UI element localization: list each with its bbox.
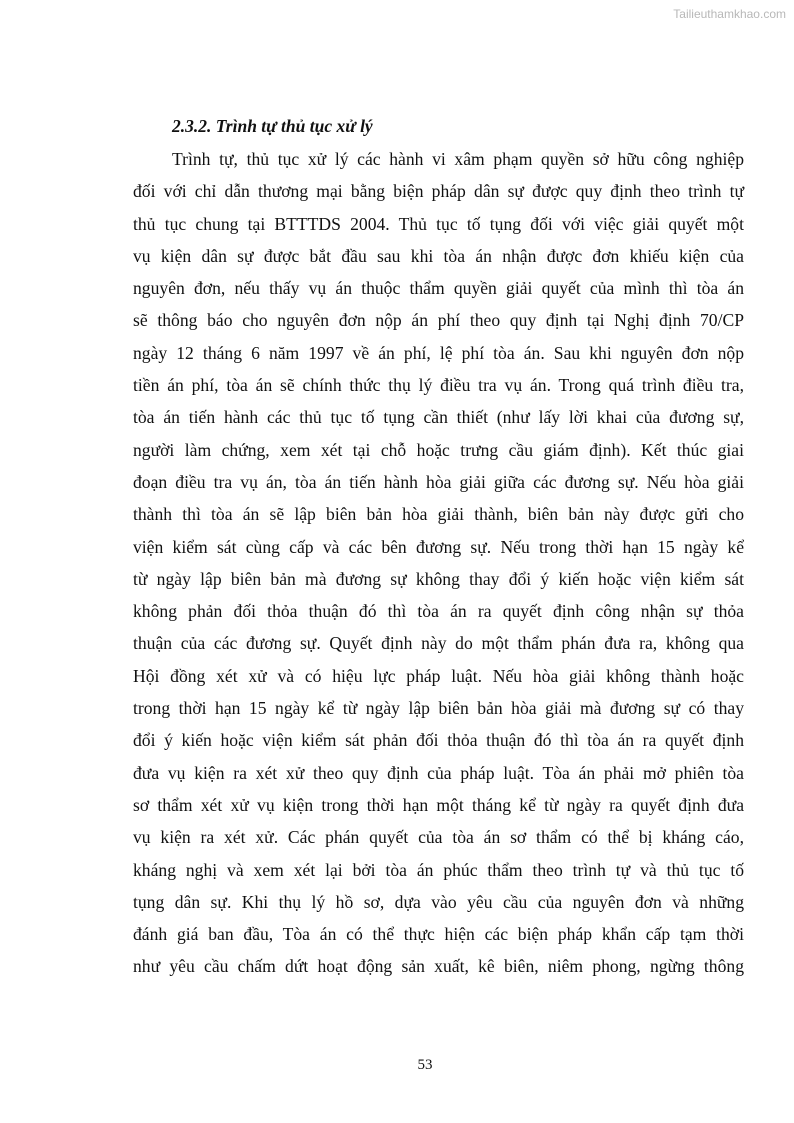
text-line: thành thì tòa án sẽ lập biên bản hòa giải thành, biên bản này được gửi cho (133, 504, 744, 525)
text-line: sẽ thông báo cho nguyên đơn nộp án phí theo quy định tại Nghị định 70/CP (133, 310, 744, 331)
text-line: người làm chứng, xem xét tại chỗ hoặc trưng cầu giám định). Kết thúc giai (133, 439, 744, 460)
text-line: không phản đối thỏa thuận đó thì tòa án ra quyết định công nhận sự thỏa (133, 601, 744, 622)
text-line: vụ kiện dân sự được bắt đầu sau khi tòa án nhận được đơn khiếu kiện của (133, 245, 744, 266)
body-paragraph (133, 146, 744, 986)
text-line: đổi ý kiến hoặc viện kiểm sát phản đối thỏa thuận đó thì tòa án ra quyết định (133, 730, 744, 751)
text-line: vụ kiện ra xét xử. Các phán quyết của tòa án sơ thẩm có thể bị kháng cáo, (133, 827, 744, 848)
text-line: ngày 12 tháng 6 năm 1997 về án phí, lệ phí tòa án. Sau khi nguyên đơn nộp (133, 342, 744, 363)
text-line: nguyên đơn, nếu thấy vụ án thuộc thẩm quyền giải quyết của mình thì tòa án (133, 278, 744, 299)
text-line: tụng dân sự. Khi thụ lý hồ sơ, dựa vào yêu cầu của nguyên đơn và những (133, 891, 744, 912)
text-line: sơ thẩm xét xử vụ kiện trong thời hạn một tháng kể từ ngày ra quyết định đưa (133, 794, 744, 815)
text-line: thủ tục chung tại BTTTDS 2004. Thủ tục tố tụng đối với việc giải quyết một (133, 213, 744, 234)
text-line: viện kiểm sát cùng cấp và các bên đương sự. Nếu trong thời hạn 15 ngày kể (133, 536, 744, 557)
text-line: đối với chỉ dẫn thương mại bằng biện pháp dân sự được quy định theo trình tự (133, 181, 744, 202)
text-line: tiền án phí, tòa án sẽ chính thức thụ lý điều tra vụ án. Trong quá trình điều tra, (133, 375, 744, 396)
text-line: tòa án tiến hành các thủ tục tố tụng cần thiết (như lấy lời khai của đương sự, (133, 407, 744, 428)
text-line: Hội đồng xét xử và có hiệu lực pháp luật. Nếu hòa giải không thành hoặc (133, 665, 744, 686)
watermark: Tailieuthamkhao.com (673, 7, 786, 21)
text-line: thuận của các đương sự. Quyết định này do một thẩm phán đưa ra, không qua (133, 633, 744, 654)
text-line: đánh giá ban đầu, Tòa án có thể thực hiện các biện pháp khẩn cấp tạm thời (133, 924, 744, 945)
text-line: đoạn điều tra vụ án, tòa án tiến hành hòa giải giữa các đương sự. Nếu hòa giải (133, 471, 744, 492)
text-line: kháng nghị và xem xét lại bởi tòa án phúc thẩm theo trình tự và thủ tục tố (133, 859, 744, 880)
text-line: từ ngày lập biên bản mà đương sự không thay đổi ý kiến hoặc viện kiểm sát (133, 568, 744, 589)
page-number: 53 (417, 1057, 433, 1073)
text-line: như yêu cầu chấm dứt hoạt động sản xuất, kê biên, niêm phong, ngừng thông (133, 956, 744, 977)
text-line: trong thời hạn 15 ngày kể từ ngày lập biên bản hòa giải mà đương sự có thay (133, 698, 744, 719)
text-line: Trình tự, thủ tục xử lý các hành vi xâm phạm quyền sở hữu công nghiệp (172, 149, 744, 169)
text-line: đưa vụ kiện ra xét xử theo quy định của pháp luật. Tòa án phải mở phiên tòa (133, 762, 744, 783)
section-heading: 2.3.2. Trình tự thủ tục xử lý (172, 116, 373, 136)
